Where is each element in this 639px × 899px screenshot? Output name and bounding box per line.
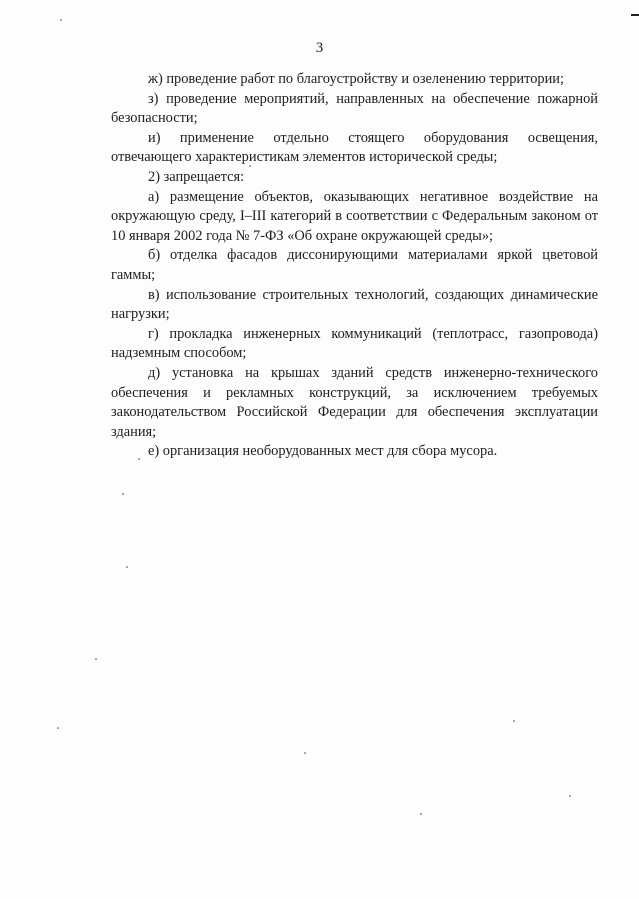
paragraph-z: з) проведение мероприятий, направленных на обеспечение пожарной безопасности; — [111, 90, 598, 127]
corner-mark — [631, 14, 639, 16]
scan-speck — [126, 566, 128, 568]
scan-speck — [122, 493, 124, 495]
document-body — [111, 70, 598, 462]
paragraph-v: в) использование строительных технологий, создающих динамические нагрузки; — [111, 286, 598, 323]
paragraph-g: г) прокладка инженерных коммуникаций (теплотрасс, газопровода) надземным способом; — [111, 325, 598, 362]
scan-speck — [95, 658, 97, 660]
page-number: 3 — [315, 40, 324, 56]
scan-speck — [569, 795, 571, 797]
paragraph-b: б) отделка фасадов диссонирующими материалами яркой цветовой гаммы; — [111, 247, 598, 283]
scan-speck — [138, 458, 140, 460]
paragraph-a: а) размещение объектов, оказывающих негативное воздействие на окружающую среду, I–III категорий в соответствии с Федеральным законом от 10 января 2002 года № 7-ФЗ «Об охране окружающей среды»; — [111, 188, 598, 244]
paragraph-d: д) установка на крышах зданий средств инженерно-технического обеспечения и рекламных конструкций, за исключением требуемых законодательством Российской Федерации для обеспечения эксплуатации здания; — [111, 364, 598, 440]
paragraph-zh: ж) проведение работ по благоустройству и озеленению территории; — [148, 71, 564, 87]
scan-speck — [60, 19, 62, 21]
paragraph-i: и) применение отдельно стоящего оборудования освещения, отвечающего характеристикам элементов исторической среды; — [111, 129, 598, 166]
scan-speck — [420, 813, 422, 815]
scan-speck — [513, 720, 515, 722]
paragraph-prohibited-heading: 2) запрещается: — [148, 168, 245, 185]
scan-speck — [304, 752, 306, 754]
paragraph-e: е) организация необорудованных мест для сбора мусора. — [148, 443, 498, 460]
scan-speck — [57, 727, 59, 729]
scan-speck — [249, 165, 251, 167]
